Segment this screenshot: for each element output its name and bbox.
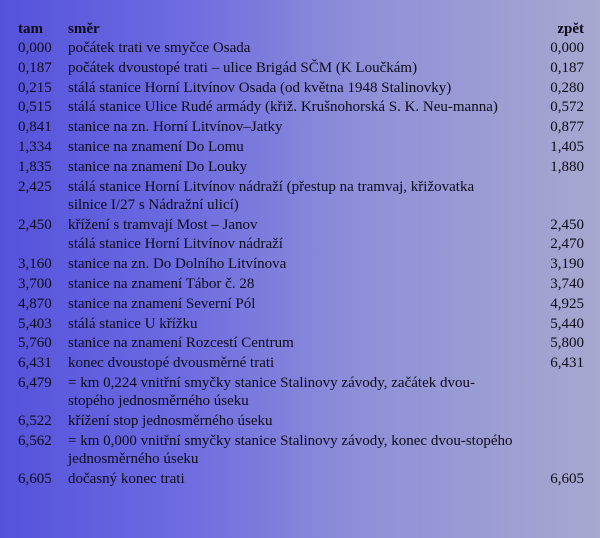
row-direction: stanice na znamení Rozcestí Centrum bbox=[68, 335, 294, 352]
row-km: 1,334 bbox=[18, 138, 52, 155]
row-back: 0,572 bbox=[550, 99, 584, 116]
table-row bbox=[18, 79, 584, 99]
row-direction: křížení s tramvají Most – Janov bbox=[68, 216, 258, 233]
row-km: 5,403 bbox=[18, 315, 52, 332]
table-row bbox=[18, 432, 584, 470]
row-km: 3,160 bbox=[18, 256, 52, 273]
header-back: zpět bbox=[557, 21, 584, 37]
row-back: 0,877 bbox=[550, 119, 584, 136]
row-km: 6,605 bbox=[18, 470, 52, 487]
row-km: 6,431 bbox=[18, 355, 52, 372]
table-row bbox=[18, 235, 584, 255]
row-direction: stanice na znamení Tábor č. 28 bbox=[68, 275, 255, 292]
table-row bbox=[18, 334, 584, 354]
row-back: 0,000 bbox=[550, 40, 584, 56]
table-header-row bbox=[18, 20, 584, 39]
table-row bbox=[18, 255, 584, 275]
row-back: 6,431 bbox=[550, 355, 584, 372]
row-km: 4,870 bbox=[18, 295, 52, 312]
row-direction: dočasný konec trati bbox=[68, 470, 185, 487]
row-back: 1,405 bbox=[550, 138, 584, 155]
row-km bbox=[18, 235, 68, 255]
row-direction: stálá stanice Ulice Rudé armády (křiž. Krušnohorská S. K. Neu-manna) bbox=[68, 99, 498, 116]
row-back: 3,190 bbox=[550, 256, 584, 273]
table-body bbox=[18, 39, 584, 490]
row-direction: stanice na znamení Do Lomu bbox=[68, 138, 244, 155]
row-km: 0,215 bbox=[18, 79, 52, 96]
row-direction: konec dvoustopé dvousměrné trati bbox=[68, 355, 275, 372]
table-row bbox=[18, 178, 584, 216]
row-direction: počátek trati ve smyčce Osada bbox=[68, 40, 251, 56]
row-km: 0,187 bbox=[18, 59, 52, 76]
row-direction: stálá stanice Horní Litvínov nádraží (přestup na tramvaj, křižovatka silnice I/27 s Nádražní ulicí) bbox=[68, 178, 475, 213]
table-row bbox=[18, 138, 584, 158]
row-direction: stanice na znamení Severní Pól bbox=[68, 295, 256, 312]
row-direction: stanice na znamení Do Louky bbox=[68, 158, 248, 175]
row-direction: = km 0,224 vnitřní smyčky stanice Stalinovy závody, začátek dvou-stopého jednosměrného úseku bbox=[68, 374, 475, 410]
table-row bbox=[18, 39, 584, 59]
row-back: 2,470 bbox=[550, 236, 584, 253]
row-km: 3,700 bbox=[18, 275, 52, 292]
row-direction: stanice na zn. Horní Litvínov–Jatky bbox=[68, 119, 283, 136]
table-row bbox=[18, 98, 584, 118]
row-km: 6,479 bbox=[18, 374, 52, 391]
row-km: 2,425 bbox=[18, 178, 52, 195]
table-row bbox=[18, 315, 584, 335]
row-direction: stálá stanice U křížku bbox=[68, 315, 198, 332]
table-row bbox=[18, 118, 584, 138]
route-table bbox=[18, 20, 584, 490]
row-back bbox=[514, 432, 584, 470]
row-km: 5,760 bbox=[18, 335, 52, 352]
row-km: 0,515 bbox=[18, 99, 52, 116]
row-back: 5,440 bbox=[550, 315, 584, 332]
table-row bbox=[18, 275, 584, 295]
table-row bbox=[18, 216, 584, 236]
row-back: 1,880 bbox=[550, 158, 584, 175]
table-row bbox=[18, 354, 584, 374]
row-back: 3,740 bbox=[550, 275, 584, 292]
row-km: 6,562 bbox=[18, 432, 52, 449]
row-km: 2,450 bbox=[18, 216, 52, 233]
table-row bbox=[18, 412, 584, 432]
table-row bbox=[18, 158, 584, 178]
row-km: 0,841 bbox=[18, 119, 52, 136]
table-row bbox=[18, 374, 584, 412]
row-back: 4,925 bbox=[550, 295, 584, 312]
row-direction: počátek dvoustopé trati – ulice Brigád SČM (K Loučkám) bbox=[68, 59, 418, 76]
row-km: 6,522 bbox=[18, 412, 52, 429]
row-back: 5,800 bbox=[550, 335, 584, 352]
row-back: 0,280 bbox=[550, 79, 584, 96]
row-back bbox=[514, 178, 584, 216]
row-back bbox=[514, 412, 584, 432]
row-back: 0,187 bbox=[550, 59, 584, 76]
row-km: 1,835 bbox=[18, 158, 52, 175]
row-direction: = km 0,000 vnitřní smyčky stanice Stalinovy závody, konec dvou-stopého jednosměrného úseku bbox=[68, 432, 513, 467]
row-direction: stálá stanice Horní Litvínov Osada (od května 1948 Stalinovky) bbox=[68, 79, 452, 96]
row-back: 6,605 bbox=[550, 470, 584, 487]
header-km: tam bbox=[18, 21, 43, 37]
row-direction: stanice na zn. Do Dolního Litvínova bbox=[68, 256, 287, 273]
row-back bbox=[514, 374, 584, 412]
row-direction: křížení stop jednosměrného úseku bbox=[68, 412, 273, 429]
header-direction: směr bbox=[68, 21, 100, 37]
table-row bbox=[18, 59, 584, 79]
table-row bbox=[18, 470, 584, 490]
row-direction: stálá stanice Horní Litvínov nádraží bbox=[68, 236, 283, 253]
row-back: 2,450 bbox=[550, 216, 584, 233]
table-row bbox=[18, 295, 584, 315]
row-km: 0,000 bbox=[18, 40, 52, 56]
